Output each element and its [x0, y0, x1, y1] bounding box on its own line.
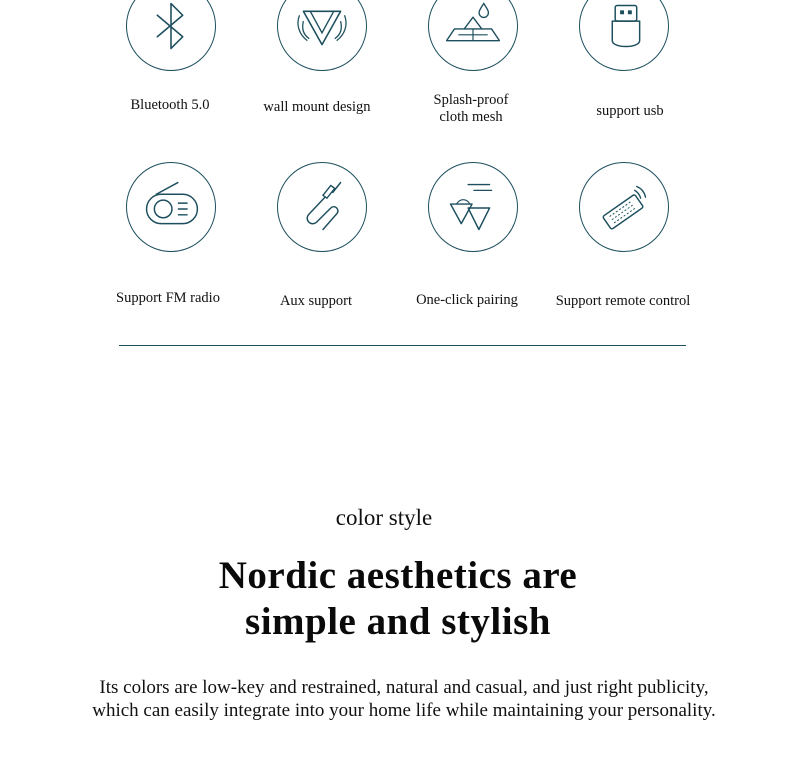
feature-label: Splash-proof cloth mesh [433, 92, 509, 125]
section-description [0, 676, 800, 722]
feature-radio-circle [126, 162, 216, 252]
bluetooth-icon [127, 0, 215, 70]
feature-label: wall mount design [263, 99, 371, 115]
usb-icon [580, 0, 668, 70]
feature-label: Bluetooth 5.0 [130, 97, 210, 113]
remote-control-icon [580, 163, 668, 251]
feature-label: Support remote control [555, 293, 691, 309]
feature-label: support usb [596, 103, 664, 119]
description-line: Its colors are low-key and restrained, natural and casual, and just right publicity, [99, 677, 709, 698]
feature-wall-mount-circle [277, 0, 367, 71]
feature-label: One-click pairing [416, 292, 518, 308]
feature-splash-proof-circle [428, 0, 518, 71]
feature-remote-circle [579, 162, 669, 252]
pairing-icon [429, 163, 517, 251]
feature-pairing-circle [428, 162, 518, 252]
section-divider [119, 345, 686, 346]
feature-label: Aux support [279, 293, 353, 309]
section-subtitle: color style [335, 505, 433, 530]
radio-icon [127, 163, 215, 251]
section-headline [0, 553, 796, 645]
feature-bluetooth-circle [126, 0, 216, 71]
headline-line: Nordic aesthetics are [218, 554, 578, 597]
aux-cable-icon [278, 163, 366, 251]
feature-usb-circle [579, 0, 669, 71]
description-line: which can easily integrate into your home life while maintaining your personality. [92, 700, 716, 721]
wall-mount-icon [278, 0, 366, 70]
feature-aux-circle [277, 162, 367, 252]
headline-line: simple and stylish [245, 600, 551, 643]
feature-label: Support FM radio [116, 290, 220, 306]
splash-proof-icon [429, 0, 517, 70]
